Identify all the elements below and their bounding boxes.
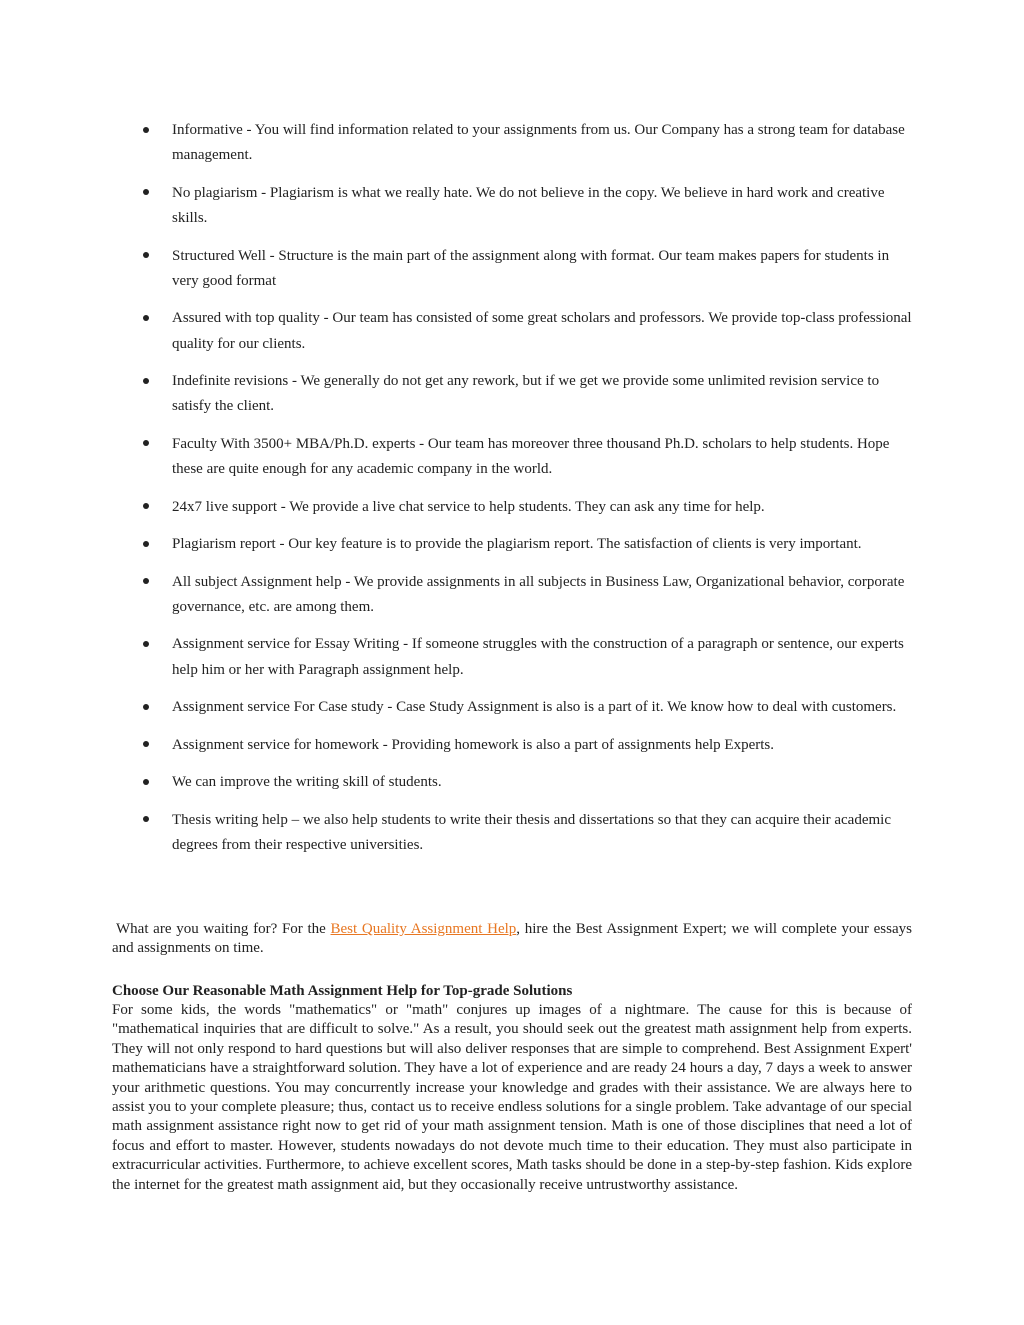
list-item [0,306,1024,357]
list-item [0,770,1024,795]
bullet-icon [143,440,149,446]
bullet-text: Assignment service for Essay Writing - If someone struggles with the construction of a paragraph or sentence, our experts help him or her with Paragraph assignment help. [172,636,904,678]
bullet-icon [143,641,149,647]
list-item [0,570,1024,621]
bullet-text: Structured Well - Structure is the main part of the assignment along with format. Our team makes papers for students in very good format [172,247,890,289]
bullet-icon [143,704,149,710]
bullet-text: No plagiarism - Plagiarism is what we really hate. We do not believe in the copy. We believe in hard work and creative skills. [172,184,885,227]
best-quality-assignment-help-link[interactable]: Best Quality Assignment Help [330,921,517,937]
list-item [0,369,1024,420]
bullet-text: Plagiarism report - Our key feature is to provide the plagiarism report. The satisfaction of clients is very important. [172,536,862,553]
list-item [0,632,1024,683]
list-item [0,181,1024,232]
bullet-icon [143,189,149,195]
section-heading: Choose Our Reasonable Math Assignment Help for Top-grade Solutions [112,983,573,999]
list-item [0,118,1024,169]
bullet-text: We can improve the writing skill of students. [172,774,442,791]
bullet-text: Indefinite revisions - We generally do not get any rework, but if we get we provide some unlimited revision service to satisfy the client. [172,373,880,415]
bullet-text: Assignment service for homework - Providing homework is also a part of assignments help Experts. [172,736,774,753]
list-item [0,244,1024,295]
closing-tail-text: , hire the Best Assignment Expert; we will complete your essays and assignments on time. [112,921,912,957]
bullet-text: 24x7 live support - We provide a live chat service to help students. They can ask any time for help. [172,498,765,515]
closing-lead-text: What are you waiting for? For the [116,921,331,937]
bullet-icon [143,127,149,133]
bullet-icon [143,578,149,584]
bullet-text: Informative - You will find information related to your assignments from us. Our Company has a strong team for database management. [172,122,905,164]
bullet-icon [143,779,149,785]
list-item [0,695,1024,720]
bullet-icon [143,252,149,258]
list-item [0,733,1024,758]
bullet-text: Faculty With 3500+ MBA/Ph.D. experts - Our team has moreover three thousand Ph.D. scholars to help students. Hope these are quite enough for any academic company in the world. [172,435,890,478]
bullet-icon [143,315,149,321]
list-item [0,532,1024,557]
bullet-text: Assignment service For Case study - Case Study Assignment is also is a part of it. We know how to deal with customers. [172,699,897,716]
bullet-icon [143,541,149,547]
bullet-icon [143,378,149,384]
features-bullet-list [0,118,1024,870]
bullet-text: Assured with top quality - Our team has consisted of some great scholars and professors. We provide top-class professional quality for our clients. [172,310,912,352]
list-item [0,808,1024,859]
bullet-icon [143,741,149,747]
bullet-text: All subject Assignment help - We provide assignments in all subjects in Business Law, Organizational behavior, corporate governance, etc. are among them. [172,573,905,615]
section-body-paragraph: For some kids, the words "mathematics" or "math" conjures up images of a nightmare. The cause for this is because of "mathematical inquiries that are difficult to solve." As a result, you should seek out the greatest math assignment help from experts. They will not only respond to hard questions but will also deliver responses that are simple to comprehend. Best Assignment Expert' mathematicians have a straightforward solution. They have a lot of experience and are ready 24 hours a day, 7 days a week to answer your arithmetic questions. You may concurrently increase your knowledge and grades with their assistance. We are always here to assist you to your complete pleasure; thus, contact us to receive endless solutions for a single problem. Take advantage of our special math assignment assistance right now to get rid of your math assignment tension. Math is one of those disciplines that need a lot of focus and effort to master. However, students nowadays do not devote much time to their education. They must also participate in extracurricular activities. Furthermore, to achieve excellent scores, Math tasks should be done in a step-by-step fashion. Kids explore the internet for the greatest math assignment aid, but they occasionally receive untrustworthy assistance. [112,1002,912,1193]
list-item [0,432,1024,483]
list-item [0,495,1024,520]
bullet-icon [143,503,149,509]
bullet-icon [143,816,149,822]
bullet-text: Thesis writing help – we also help students to write their thesis and dissertations so that they can acquire their academic degrees from their respective universities. [172,811,891,853]
closing-paragraph [112,920,912,959]
